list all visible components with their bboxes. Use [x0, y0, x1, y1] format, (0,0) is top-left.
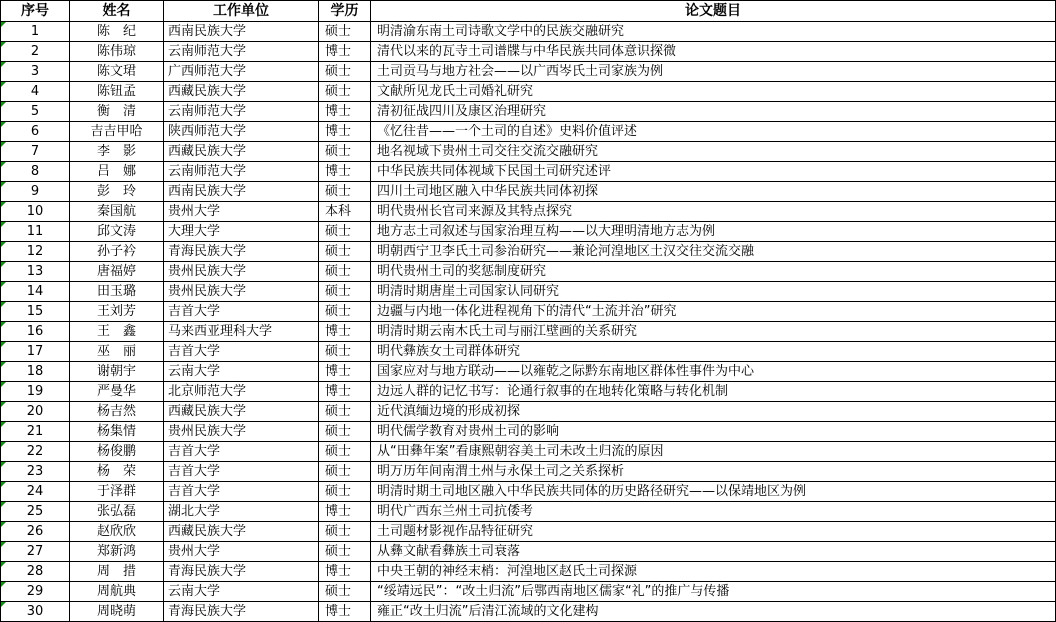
cell-degree: 硕士 — [319, 282, 371, 302]
cell-degree: 硕士 — [319, 82, 371, 102]
cell-title: 明代贵州长官司来源及其特点探究 — [371, 202, 1056, 222]
cell-no: 18 — [1, 362, 70, 382]
cell-no: 3 — [1, 62, 70, 82]
cell-title: 明代广西东兰州土司抗倭考 — [371, 502, 1056, 522]
cell-org: 青海民族大学 — [164, 562, 319, 582]
table-row — [1, 242, 1056, 262]
cell-title: 土司题材影视作品特征研究 — [371, 522, 1056, 542]
header-name: 姓名 — [70, 1, 164, 22]
cell-degree: 硕士 — [319, 422, 371, 442]
table-row — [1, 582, 1056, 602]
cell-no: 21 — [1, 422, 70, 442]
cell-title: 明清时期土司地区融入中华民族共同体的历史路径研究——以保靖地区为例 — [371, 482, 1056, 502]
cell-no: 20 — [1, 402, 70, 422]
header-row — [1, 1, 1056, 22]
table-row — [1, 482, 1056, 502]
cell-no: 11 — [1, 222, 70, 242]
cell-no: 14 — [1, 282, 70, 302]
cell-name: 陈 纪 — [70, 22, 164, 42]
cell-degree: 硕士 — [319, 142, 371, 162]
cell-title: 《忆往昔——一个土司的自述》史料价值评述 — [371, 122, 1056, 142]
cell-degree: 硕士 — [319, 582, 371, 602]
cell-name: 吕 娜 — [70, 162, 164, 182]
cell-name: 杨俊鹏 — [70, 442, 164, 462]
cell-name: 秦国航 — [70, 202, 164, 222]
cell-degree: 博士 — [319, 322, 371, 342]
cell-title: 四川土司地区融入中华民族共同体初探 — [371, 182, 1056, 202]
cell-org: 贵州大学 — [164, 202, 319, 222]
cell-org: 西藏民族大学 — [164, 82, 319, 102]
table-row — [1, 382, 1056, 402]
header-no: 序号 — [1, 1, 70, 22]
table-row — [1, 462, 1056, 482]
cell-degree: 博士 — [319, 102, 371, 122]
cell-no: 28 — [1, 562, 70, 582]
cell-title: “绥靖远民”：“改土归流”后鄂西南地区儒家“礼”的推广与传播 — [371, 582, 1056, 602]
cell-title: 边疆与内地一体化进程视角下的清代“土流并治”研究 — [371, 302, 1056, 322]
table-row — [1, 422, 1056, 442]
table-row — [1, 142, 1056, 162]
cell-name: 于泽群 — [70, 482, 164, 502]
cell-title: 中央王朝的神经末梢：河湟地区赵氏土司探源 — [371, 562, 1056, 582]
cell-no: 7 — [1, 142, 70, 162]
cell-no: 15 — [1, 302, 70, 322]
cell-org: 吉首大学 — [164, 342, 319, 362]
cell-title: 清代以来的瓦寺土司谱牒与中华民族共同体意识探微 — [371, 42, 1056, 62]
cell-name: 杨集情 — [70, 422, 164, 442]
cell-title: 明清渝东南土司诗歌文学中的民族交融研究 — [371, 22, 1056, 42]
cell-no: 5 — [1, 102, 70, 122]
cell-degree: 硕士 — [319, 222, 371, 242]
cell-org: 西藏民族大学 — [164, 522, 319, 542]
table-row — [1, 202, 1056, 222]
cell-degree: 硕士 — [319, 522, 371, 542]
cell-title: 地方志土司叙述与国家治理互构——以大理明清地方志为例 — [371, 222, 1056, 242]
cell-title: 从“田彝年案”看康熙朝容美土司未改土归流的原因 — [371, 442, 1056, 462]
cell-org: 西藏民族大学 — [164, 142, 319, 162]
cell-org: 西南民族大学 — [164, 22, 319, 42]
cell-degree: 硕士 — [319, 22, 371, 42]
cell-name: 周航典 — [70, 582, 164, 602]
cell-name: 巫 丽 — [70, 342, 164, 362]
cell-name: 周 措 — [70, 562, 164, 582]
cell-degree: 博士 — [319, 562, 371, 582]
cell-no: 24 — [1, 482, 70, 502]
cell-org: 马来西亚理科大学 — [164, 322, 319, 342]
cell-org: 吉首大学 — [164, 482, 319, 502]
cell-org: 西藏民族大学 — [164, 402, 319, 422]
cell-no: 1 — [1, 22, 70, 42]
cell-no: 30 — [1, 602, 70, 622]
cell-no: 6 — [1, 122, 70, 142]
table-row — [1, 162, 1056, 182]
cell-name: 郑新鸿 — [70, 542, 164, 562]
cell-degree: 硕士 — [319, 342, 371, 362]
cell-title: 文献所见龙氏土司婚礼研究 — [371, 82, 1056, 102]
cell-org: 云南师范大学 — [164, 102, 319, 122]
cell-no: 8 — [1, 162, 70, 182]
cell-no: 19 — [1, 382, 70, 402]
cell-name: 张弘磊 — [70, 502, 164, 522]
cell-name: 李 影 — [70, 142, 164, 162]
cell-org: 贵州民族大学 — [164, 262, 319, 282]
cell-degree: 硕士 — [319, 482, 371, 502]
cell-title: 明万历年间南渭土州与永保土司之关系探析 — [371, 462, 1056, 482]
cell-no: 10 — [1, 202, 70, 222]
cell-title: 明代贵州土司的奖惩制度研究 — [371, 262, 1056, 282]
cell-degree: 博士 — [319, 362, 371, 382]
cell-name: 赵欣欣 — [70, 522, 164, 542]
header-degree: 学历 — [319, 1, 371, 22]
cell-name: 邱文涛 — [70, 222, 164, 242]
cell-no: 17 — [1, 342, 70, 362]
cell-org: 大理大学 — [164, 222, 319, 242]
cell-org: 云南大学 — [164, 362, 319, 382]
table-row — [1, 222, 1056, 242]
table-row — [1, 62, 1056, 82]
cell-name: 彭 玲 — [70, 182, 164, 202]
cell-degree: 硕士 — [319, 402, 371, 422]
cell-title: 明代彝族女土司群体研究 — [371, 342, 1056, 362]
cell-org: 云南师范大学 — [164, 42, 319, 62]
cell-org: 湖北大学 — [164, 502, 319, 522]
cell-degree: 硕士 — [319, 442, 371, 462]
table-row — [1, 402, 1056, 422]
table-row — [1, 22, 1056, 42]
cell-title: 土司贡马与地方社会——以广西岑氏土司家族为例 — [371, 62, 1056, 82]
cell-org: 贵州大学 — [164, 542, 319, 562]
table-row — [1, 362, 1056, 382]
cell-degree: 硕士 — [319, 182, 371, 202]
cell-degree: 博士 — [319, 162, 371, 182]
cell-no: 29 — [1, 582, 70, 602]
cell-degree: 博士 — [319, 502, 371, 522]
cell-name: 谢朝宇 — [70, 362, 164, 382]
table-row — [1, 602, 1056, 622]
cell-degree: 博士 — [319, 602, 371, 622]
cell-degree: 硕士 — [319, 462, 371, 482]
cell-no: 27 — [1, 542, 70, 562]
table-row — [1, 122, 1056, 142]
cell-name: 杨 荣 — [70, 462, 164, 482]
header-org: 工作单位 — [164, 1, 319, 22]
cell-org: 广西师范大学 — [164, 62, 319, 82]
cell-name: 陈钮孟 — [70, 82, 164, 102]
cell-no: 22 — [1, 442, 70, 462]
cell-degree: 硕士 — [319, 62, 371, 82]
table-row — [1, 282, 1056, 302]
cell-degree: 硕士 — [319, 302, 371, 322]
cell-degree: 本科 — [319, 202, 371, 222]
cell-no: 4 — [1, 82, 70, 102]
cell-name: 吉吉甲哈 — [70, 122, 164, 142]
cell-degree: 博士 — [319, 42, 371, 62]
cell-name: 孙子衿 — [70, 242, 164, 262]
cell-name: 周晓萌 — [70, 602, 164, 622]
header-title: 论文题目 — [371, 1, 1056, 22]
table-row — [1, 302, 1056, 322]
cell-org: 云南师范大学 — [164, 162, 319, 182]
cell-no: 9 — [1, 182, 70, 202]
cell-title: 地名视域下贵州土司交往交流交融研究 — [371, 142, 1056, 162]
table-row — [1, 522, 1056, 542]
cell-org: 北京师范大学 — [164, 382, 319, 402]
cell-no: 16 — [1, 322, 70, 342]
cell-title: 边远人群的记忆书写：论通行叙事的在地转化策略与转化机制 — [371, 382, 1056, 402]
cell-org: 青海民族大学 — [164, 602, 319, 622]
cell-degree: 硕士 — [319, 542, 371, 562]
cell-org: 吉首大学 — [164, 442, 319, 462]
cell-name: 王 鑫 — [70, 322, 164, 342]
cell-title: 明清时期云南木氏土司与丽江壁画的关系研究 — [371, 322, 1056, 342]
cell-name: 陈伟琼 — [70, 42, 164, 62]
cell-title: 中华民族共同体视域下民国土司研究述评 — [371, 162, 1056, 182]
table-row — [1, 182, 1056, 202]
table-row — [1, 502, 1056, 522]
table-row — [1, 542, 1056, 562]
cell-title: 雍正“改土归流”后清江流域的文化建构 — [371, 602, 1056, 622]
cell-no: 23 — [1, 462, 70, 482]
cell-degree: 硕士 — [319, 262, 371, 282]
cell-degree: 硕士 — [319, 242, 371, 262]
table-row — [1, 342, 1056, 362]
cell-degree: 博士 — [319, 122, 371, 142]
cell-title: 明清时期唐崖土司国家认同研究 — [371, 282, 1056, 302]
cell-org: 西南民族大学 — [164, 182, 319, 202]
cell-title: 明朝西宁卫李氏土司参治研究——兼论河湟地区土汉交往交流交融 — [371, 242, 1056, 262]
cell-title: 近代滇缅边境的形成初探 — [371, 402, 1056, 422]
cell-name: 田玉璐 — [70, 282, 164, 302]
cell-name: 陈文珺 — [70, 62, 164, 82]
table-row — [1, 322, 1056, 342]
table-row — [1, 262, 1056, 282]
cell-degree: 博士 — [319, 382, 371, 402]
cell-org: 贵州民族大学 — [164, 422, 319, 442]
cell-name: 严曼华 — [70, 382, 164, 402]
table-body — [1, 22, 1056, 622]
cell-no: 13 — [1, 262, 70, 282]
cell-name: 衡 清 — [70, 102, 164, 122]
cell-title: 国家应对与地方联动——以雍乾之际黔东南地区群体性事件为中心 — [371, 362, 1056, 382]
table-row — [1, 562, 1056, 582]
cell-org: 陕西师范大学 — [164, 122, 319, 142]
cell-title: 从彝文献看彝族土司衰落 — [371, 542, 1056, 562]
cell-org: 云南大学 — [164, 582, 319, 602]
cell-no: 25 — [1, 502, 70, 522]
table-row — [1, 102, 1056, 122]
cell-title: 清初征战四川及康区治理研究 — [371, 102, 1056, 122]
cell-org: 吉首大学 — [164, 302, 319, 322]
cell-no: 12 — [1, 242, 70, 262]
table-row — [1, 82, 1056, 102]
table-row — [1, 42, 1056, 62]
cell-org: 青海民族大学 — [164, 242, 319, 262]
cell-no: 26 — [1, 522, 70, 542]
cell-org: 吉首大学 — [164, 462, 319, 482]
cell-title: 明代儒学教育对贵州土司的影响 — [371, 422, 1056, 442]
cell-no: 2 — [1, 42, 70, 62]
cell-name: 王刘芳 — [70, 302, 164, 322]
cell-org: 贵州民族大学 — [164, 282, 319, 302]
table-row — [1, 442, 1056, 462]
cell-name: 唐福婷 — [70, 262, 164, 282]
cell-name: 杨吉然 — [70, 402, 164, 422]
